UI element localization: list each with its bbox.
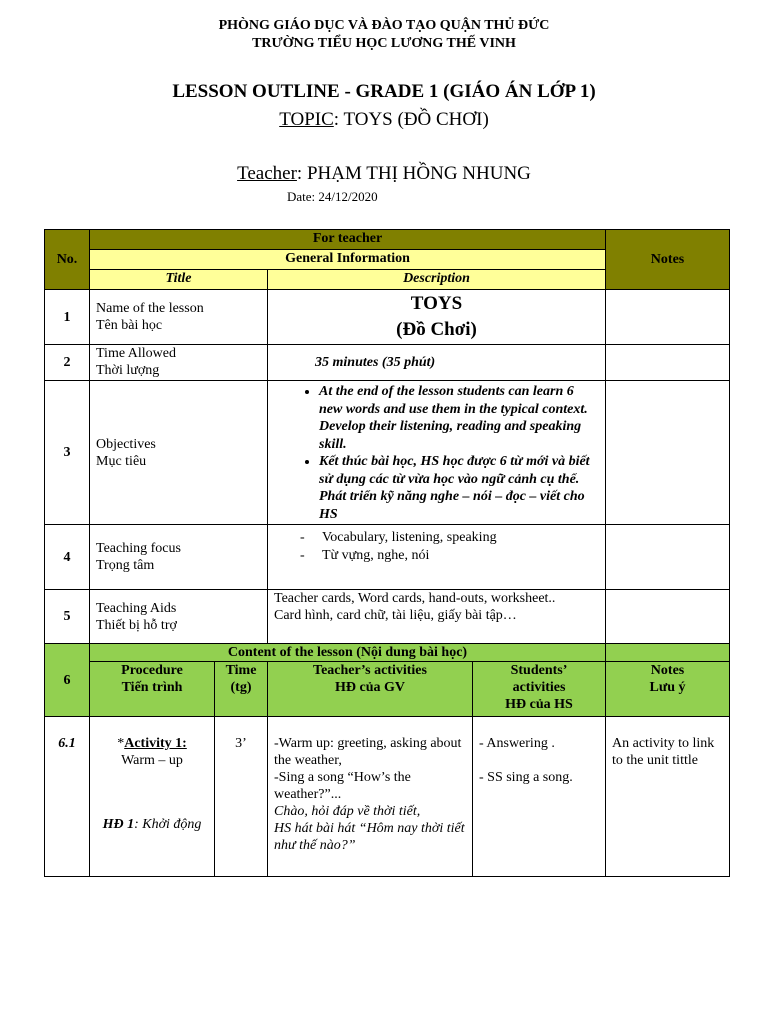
row-notes — [606, 525, 730, 590]
activity-sub: Warm – up — [121, 753, 183, 768]
student-activity-line: - SS sing a song. — [479, 770, 573, 785]
title-en: Teaching focus — [96, 541, 181, 556]
title-en: Objectives — [96, 436, 156, 452]
table-row — [45, 590, 730, 644]
student-activity-line: - Answering . — [479, 736, 555, 751]
procedure-vi: Tiến trình — [121, 680, 183, 695]
lesson-name-en: TOYS — [410, 293, 463, 314]
row-title — [90, 590, 268, 644]
title-column-header: Title — [90, 270, 268, 290]
aids-en: Teacher cards, Word cards, hand-outs, worksheet.. — [274, 591, 556, 606]
row-title — [90, 345, 268, 381]
activity-hd — [96, 816, 208, 833]
teacher-activity-line: -Warm up: greeting, asking about the weather, — [274, 736, 462, 768]
procedure-header — [90, 662, 215, 717]
activity-hd-label: HĐ 1 — [102, 817, 135, 832]
notes-vi: Lưu ý — [649, 680, 686, 695]
teacher-activities-header — [268, 662, 473, 717]
notes-column-header: Notes — [606, 230, 730, 290]
teacher-activity-line: -Sing a song “How’s the weather?”... — [274, 770, 411, 802]
title-en: Time Allowed — [96, 346, 176, 361]
focus-list — [274, 529, 599, 565]
row-title — [90, 290, 268, 345]
description-column-header: Description — [268, 270, 606, 290]
students-activities-line2: activities — [512, 680, 566, 695]
school-name: TRƯỜNG TIỂU HỌC LƯƠNG THẾ VINH — [252, 36, 516, 51]
students-activities — [473, 717, 606, 877]
notes-en: Notes — [650, 663, 685, 678]
row-title — [90, 525, 268, 590]
title-en: Teaching Aids — [96, 600, 177, 616]
time-en: Time — [225, 663, 257, 678]
students-activities-vi: HĐ của HS — [505, 697, 573, 712]
title-vi: Thời lượng — [96, 363, 160, 378]
department-name: PHÒNG GIÁO DỤC VÀ ĐÀO TẠO QUẬN THỦ ĐỨC — [218, 18, 550, 33]
teaching-focus — [268, 525, 606, 590]
time-allowed: 35 minutes (35 phút) — [268, 345, 606, 381]
procedure-en: Procedure — [121, 663, 183, 678]
title-vi: Tên bài học — [96, 318, 163, 333]
row-number: 5 — [45, 590, 90, 644]
no-column-header: No. — [45, 230, 90, 290]
activity-star: * — [117, 736, 125, 751]
teacher-name: : PHẠM THỊ HỒNG NHUNG — [296, 163, 531, 184]
objective-item: • At the end of the lesson students can learn 6 new words and use them in the typical context. Develop their listening, reading and speaking skill. — [319, 383, 599, 453]
teacher-activities — [268, 717, 473, 877]
focus-item: - Vocabulary, listening, speaking — [274, 529, 599, 547]
row-notes — [606, 381, 730, 525]
for-teacher-header: For teacher — [90, 230, 606, 250]
activity-label: Activity 1: — [124, 736, 187, 751]
teacher-label: Teacher — [237, 163, 297, 184]
content-notes-cell — [606, 644, 730, 662]
table-row — [45, 525, 730, 590]
title-vi: Thiết bị hỗ trợ — [96, 617, 177, 633]
teacher-activity-line: HS hát bài hát “Hôm nay thời tiết như thế nào?” — [274, 821, 465, 853]
aids-vi: Card hình, card chữ, tài liệu, giấy bài tập… — [274, 608, 517, 623]
lesson-date: Date: 24/12/2020 — [287, 189, 378, 204]
topic-line — [0, 108, 768, 132]
activity-time: 3’ — [215, 717, 268, 877]
time-vi: (tg) — [230, 680, 252, 695]
topic-value: : TOYS (ĐỒ CHƠI) — [333, 109, 489, 130]
lesson-name-vi: (Đồ Chơi) — [396, 319, 477, 340]
row-title — [90, 381, 268, 525]
title-vi: Trọng tâm — [96, 558, 155, 573]
objective-item: • Kết thúc bài học, HS học được 6 từ mới và biết sử dụng các từ vừa học vào ngữ cảnh cụ thể. Phát triển kỹ năng nghe – nói – đọc – viết cho HS — [319, 453, 599, 523]
table-row — [45, 345, 730, 381]
objectives-list — [274, 383, 599, 523]
row-number: 3 — [45, 381, 90, 525]
focus-item: - Từ vựng, nghe, nói — [274, 547, 599, 565]
topic-label: TOPIC — [279, 109, 334, 130]
row-notes — [606, 590, 730, 644]
activity-row — [45, 717, 730, 877]
title-vi: Mục tiêu — [96, 453, 147, 469]
row-notes — [606, 345, 730, 381]
document-header — [0, 17, 768, 53]
activity-procedure — [90, 717, 215, 877]
teacher-activities-vi: HĐ của GV — [335, 680, 405, 695]
teacher-activities-en: Teacher’s activities — [313, 663, 427, 678]
students-activities-line1: Students’ — [510, 663, 568, 678]
document-title: LESSON OUTLINE - GRADE 1 (GIÁO ÁN LỚP 1) — [172, 81, 596, 102]
content-title: Content of the lesson (Nội dung bài học) — [90, 644, 606, 662]
row-number: 6 — [45, 644, 90, 717]
activity-number: 6.1 — [45, 717, 90, 877]
table-row — [45, 290, 730, 345]
students-activities-header — [473, 662, 606, 717]
teacher-activity-line: Chào, hỏi đáp về thời tiết, — [274, 804, 421, 819]
row-number: 1 — [45, 290, 90, 345]
time-header — [215, 662, 268, 717]
table-row — [45, 381, 730, 525]
row-number: 2 — [45, 345, 90, 381]
title-en: Name of the lesson — [96, 301, 204, 316]
general-info-header: General Information — [90, 250, 606, 270]
lesson-name — [268, 290, 606, 345]
row-number: 4 — [45, 525, 90, 590]
teacher-line — [0, 162, 768, 186]
activity-notes: An activity to link to the unit tittle — [606, 717, 730, 877]
row-notes — [606, 290, 730, 345]
lesson-table — [44, 229, 730, 877]
teaching-aids — [268, 590, 606, 644]
activity-hd-rest: : Khởi động — [134, 817, 202, 832]
objectives — [268, 381, 606, 525]
notes-header — [606, 662, 730, 717]
activity-name — [96, 735, 208, 752]
